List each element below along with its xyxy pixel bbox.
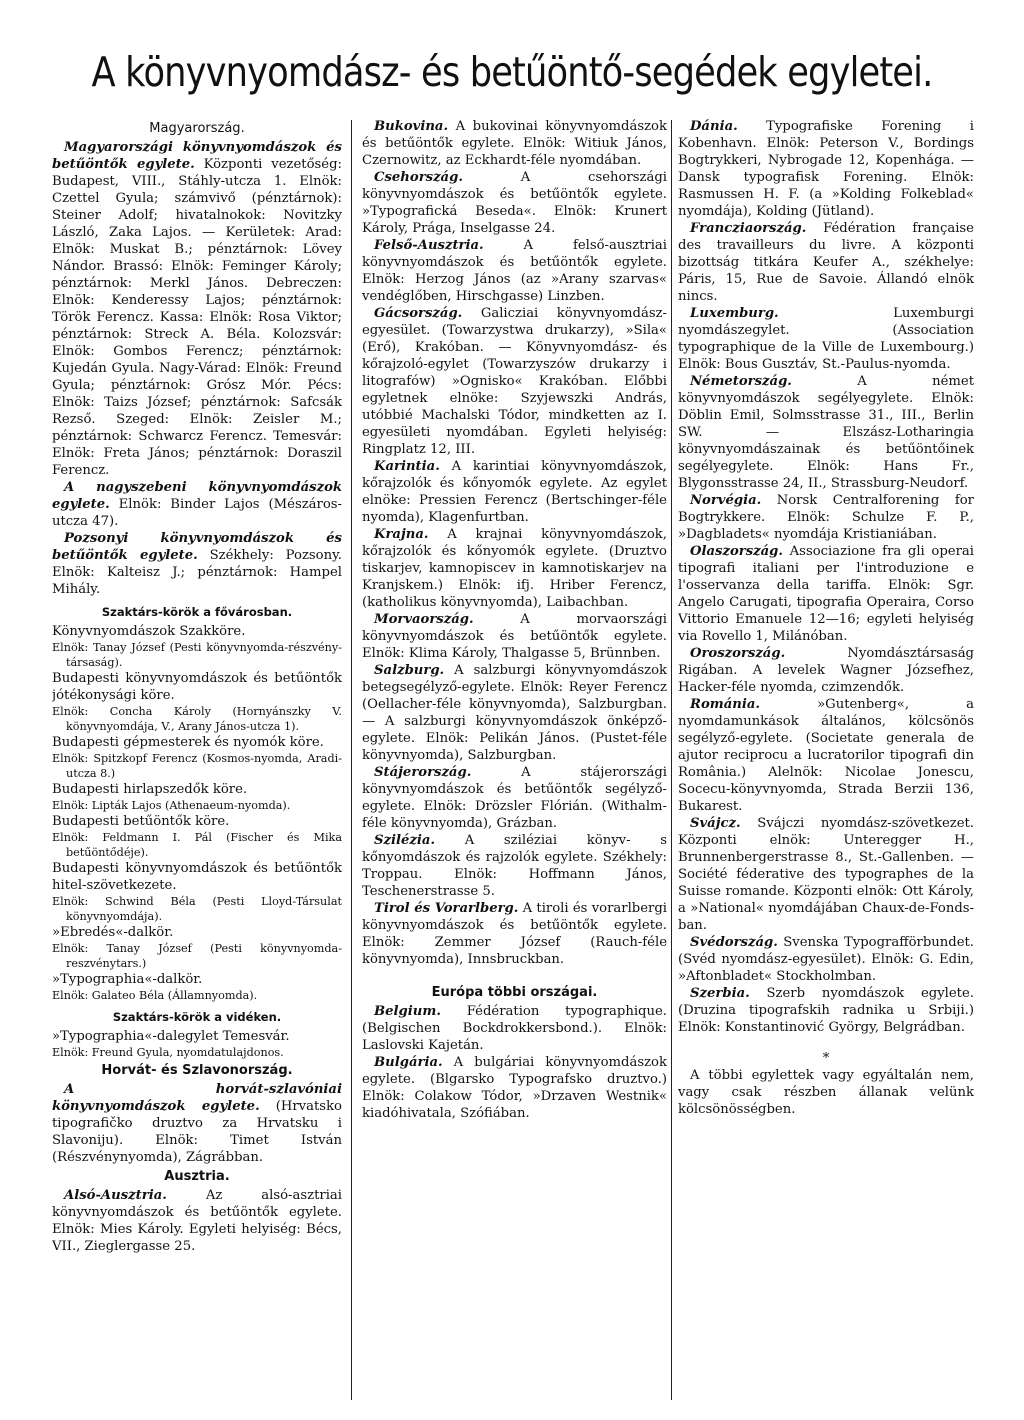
entry-text: A stájerországi könyvnyomdászok és betűöntők segélyző-egylete. Elnök: Drözsler Flórián. (Withalm-féle könyvnyomda), Grázban. xyxy=(362,765,667,831)
entry-label: Gácsország. xyxy=(374,306,463,321)
entry-text: Székhely: Pozsony. Elnök: Kalteisz J.; pénztárnok: Hampel Mihály. xyxy=(52,548,342,597)
entry-text: A német könyvnyomdászok segélyegylete. Elnök: Döblin Emil, Solmsstrasse 31., III., Berlin SW. — Elszász-Lotharingia könyvnyomdászainak és betűöntőinek segélyegylete. Elnök: Hans Fr., Blygonsstrasse 24, II., Strassburg-Neudorf. xyxy=(678,374,974,491)
entry-text: »Gutenberg«, a nyomdamunkások általános, kölcsönös segélyző-egylete. (Societate generala de ajutor reciprocu a lucratorilor tipograﬁ din România.) Alelnök: Nicolae Jonescu, Socecu-könyvnyomda, Strada Berzii 136, Bukarest. xyxy=(678,697,974,814)
paragraph-pozsony xyxy=(52,530,342,598)
entry-text: A bulgáriai könyvnyomdászok egylete. (Blgarsko Typografsko druztvo.) Elnök: Colakow Tódor, »Drzaven Westnik« kiadóhivatala, Szófiában. xyxy=(362,1055,667,1121)
entry-label: Bulgária. xyxy=(374,1055,443,1070)
paragraph-lower-austria xyxy=(52,1187,342,1255)
section-heading-hungary: Magyarország. xyxy=(149,121,245,136)
entry-paragraph xyxy=(362,526,667,611)
org-detail: Elnök: Spitzkopf Ferencz (Kosmos-nyomda, Aradi-utcza 8.) xyxy=(52,752,342,780)
entry-label: Olaszország. xyxy=(690,544,783,559)
org-name: Budapesti hirlapszedők köre. xyxy=(52,782,248,797)
org-name: Budapesti könyvnyomdászok és betűöntők hitel-szövetkezete. xyxy=(52,861,342,893)
entry-text: Fédération typographique. (Belgischen Bockdrokkersbond.). Elnök: Laslovski Kajetán. xyxy=(362,1004,667,1053)
entry-label: Oroszország. xyxy=(690,646,786,661)
subheading-capital-circles: Szaktárs-körök a fővárosban. xyxy=(101,605,293,619)
entry-label: Pozsonyi könyvnyomdászok és betűöntők egylete. xyxy=(52,531,342,563)
star-separator: * xyxy=(822,1051,830,1066)
entries-europe xyxy=(362,1003,667,1122)
entry-text: A morvaországi könyvnyomdászok és betűöntők egylete. Elnök: Klima Károly, Thalgasse 5, Brünnben. xyxy=(362,612,667,661)
org-item xyxy=(52,924,342,971)
entry-paragraph xyxy=(362,900,667,968)
entry-paragraph xyxy=(678,220,974,305)
paragraph-croatia xyxy=(52,1081,342,1166)
entry-paragraph xyxy=(678,305,974,373)
entry-text: Az alsó-asztriai könyvnyomdászok és betűöntők egylete. Elnök: Mies Károly. Egyleti helyiség: Bécs, VII., Zieglergasse 25. xyxy=(52,1188,342,1254)
entry-label: A horvát-szlavóniai könyvnyomdászok egylete. xyxy=(52,1082,342,1114)
entry-paragraph xyxy=(362,611,667,662)
entry-label: Belgium. xyxy=(374,1004,441,1019)
entry-paragraph xyxy=(678,118,974,220)
entry-paragraph xyxy=(362,832,667,900)
entry-paragraph xyxy=(362,662,667,764)
org-item xyxy=(52,623,342,670)
section-heading-europe: Európa többi országai. xyxy=(431,985,598,1000)
org-item xyxy=(52,813,342,860)
org-item xyxy=(52,670,342,734)
org-detail: Elnök: Lipták Lajos (Athenaeum-nyomda). xyxy=(52,799,291,812)
org-name: »Typographia«-dalkör. xyxy=(52,972,203,987)
entries-austrian-crownlands xyxy=(362,118,667,968)
org-detail: Elnök: Concha Károly (Hornyánszky V. könyvnyomdája, V., Arany János-utcza 1). xyxy=(52,705,342,733)
subheading-country-circles: Szaktárs-körök a vidéken. xyxy=(112,1010,282,1024)
entry-label: Svájcz. xyxy=(690,816,741,831)
entry-text: A bukovinai könyvnyomdászok és betűöntők egylete. Elnök: Witiuk János, Czernowitz, az Eckhardt-féle nyomdában. xyxy=(362,119,667,168)
org-detail: Elnök: Galateo Béla (Államnyomda). xyxy=(52,989,258,1002)
entry-label: Németország. xyxy=(690,374,792,389)
entry-paragraph xyxy=(362,458,667,526)
entry-label: Tirol és Vorarlberg. xyxy=(374,901,519,916)
paragraph-nagyszeben xyxy=(52,479,342,530)
entry-label: Krajna. xyxy=(374,527,429,542)
entry-text: Központi vezetőség: Budapest, VIII., Stáhly-utcza 1. Elnök: Czettel Gyula; számvivő (pénztárnok): Steiner Adolf; hivatalnokok: Novitzky László, Zaka Lajos. — Kerületek: Arad: Elnök: Muskat B.; pénztárnok: Lövey Nándor. Brassó: Elnök: Feminger Károly; pénztárnok: Merkl János. Debreczen: Elnök: Kenderessy Lajos; pénztárnok: Török Ferencz. Kassa: Elnök: Rosa Viktor; pénztárnok: Streck A. Béla. Kolozsvár: Elnök: Gombos Ferencz; pénztárnok: Kujedán Gyula. Nagy-Várad: Elnök: Freund Gyula; pénztárnok: Grósz Mór. Pécs: Elnök: Taizs József; pénztárnok: Safcsák Rezső. Szeged: Elnök: Zeisler M.; pénztárnok: Schwarcz Ferencz. Temesvár: Elnök: Freta János; pénztárnok: Doraszil Ferencz. xyxy=(52,157,342,478)
org-item xyxy=(52,734,342,781)
column-divider-1 xyxy=(351,120,352,1400)
entry-text: A csehországi könyvnyomdászok és betűöntők egylete. »Typografická Beseda«. Elnök: Krunert Károly, Prága, Inselgasse 24. xyxy=(362,170,667,236)
org-name: Budapesti betűöntők köre. xyxy=(52,814,230,829)
section-heading-croatia: Horvát- és Szlavonország. xyxy=(101,1063,293,1078)
entry-label: Szilézia. xyxy=(374,833,436,848)
entry-text: A salzburgi könyvnyomdászok betegsegélyző-egylete. Elnök: Reyer Ferencz (Oellacher-féle könyvnyomda), Salzburgban. — A salzburgi könyvnyomdászok önképző-egylete. Elnök: Pelikán János. (Pustet-féle könyvnyomda), Salzburgban. xyxy=(362,663,667,763)
entry-text: A felső-ausztriai könyvnyomdászok és betűöntők egylete. Elnök: Herzog János (az »Arany szarvas« vendéglőben, Hirschgasse) Linzben. xyxy=(362,238,667,304)
entry-label: Stájerország. xyxy=(374,765,472,780)
entry-paragraph xyxy=(678,492,974,543)
entry-label: Morvaország. xyxy=(374,612,474,627)
entry-paragraph xyxy=(678,985,974,1036)
entry-label: Bukovina. xyxy=(374,119,449,134)
page-title: A könyvnyomdász- és betűöntő-segédek egyletei. xyxy=(91,48,933,96)
org-name: »Ebredés«-dalkör. xyxy=(52,925,174,940)
column-1 xyxy=(52,118,342,1408)
entry-paragraph xyxy=(362,118,667,169)
entry-text: Luxemburgi nyomdászegylet. (Association typographique de la Ville de Luxembourg.) Elnök: Bous Gusztáv, St.-Paulus-nyomda. xyxy=(678,306,974,372)
entry-paragraph xyxy=(678,645,974,696)
org-item xyxy=(52,860,342,924)
entry-label: Románia. xyxy=(690,697,760,712)
entry-paragraph xyxy=(678,543,974,645)
org-name: Könyvnyomdászok Szakköre. xyxy=(52,624,246,639)
paragraph-hungary-main xyxy=(52,139,342,479)
entry-label: Magyarországi könyvnyomdászok és betűöntők egylete. xyxy=(52,140,342,172)
org-detail: Elnök: Feldmann I. Pál (Fischer és Mika betűöntődéje). xyxy=(52,831,342,859)
entry-label: Francziaország. xyxy=(690,221,807,236)
entry-label: A nagyszebeni könyvnyomdászok egylete. xyxy=(52,480,342,512)
org-name: »Typographia«-dalegylet Temesvár. xyxy=(52,1029,290,1044)
org-name: Budapesti könyvnyomdászok és betűöntők jótékonysági köre. xyxy=(52,671,342,703)
entry-text: A karintiai könyvnyomdászok, kőrajzolók és kőnyomók egylete. Az egylet elnöke: Pressien Ferencz (Bertschinger-féle nyomda), Klagenfurtban. xyxy=(362,459,667,525)
entry-text: Norsk Centralforening for Bogtrykkere. Elnök: Schulze F. P., »Dagbladets« nyomdája Kristianiában. xyxy=(678,493,974,542)
entry-paragraph xyxy=(362,764,667,832)
entry-text: Nyomdásztársaság Rigában. A levelek Wagner Józsefhez, Hacker-féle nyomda, czimzendők. xyxy=(678,646,974,695)
entry-paragraph xyxy=(678,373,974,492)
entry-label: Norvégia. xyxy=(690,493,762,508)
entry-label: Luxemburg. xyxy=(690,306,779,321)
entry-text: A sziléziai könyv- s kőnyomdászok és rajzolók egylete. Székhely: Troppau. Elnök: Hoffmann János, Teschenerstrasse 5. xyxy=(362,833,667,899)
entry-paragraph xyxy=(362,237,667,305)
entry-label: Dánia. xyxy=(690,119,738,134)
entry-paragraph xyxy=(362,1003,667,1054)
org-detail: Elnök: Freund Gyula, nyomdatulajdonos. xyxy=(52,1046,284,1059)
entry-paragraph xyxy=(362,1054,667,1122)
entry-label: Felső-Ausztria. xyxy=(374,238,484,253)
entry-label: Svédország. xyxy=(690,935,778,950)
org-item xyxy=(52,781,342,813)
entry-paragraph xyxy=(678,934,974,985)
column-3 xyxy=(678,118,974,1408)
org-detail: Elnök: Tanay József (Pesti könyvnyomda-reszvénytars.) xyxy=(52,942,342,970)
entry-text: Szerb nyomdászok egylete. (Druzina tipografskih radnika u Srbiji.) Elnök: Konstantinović György, Belgrádban. xyxy=(678,986,974,1035)
entry-label: Szerbia. xyxy=(690,986,750,1001)
entry-text: Galicziai könyvnyomdász-egyesület. (Towarzystwa drukarzy), »Sila« (Erő), Krakóban. — Könyvnyomdász- és kőrajzoló-egylet (Towarzyszów drukarzy i litografów) »Ognisko« Krakóban. Előbbi egyletnek elnöke: Szyjewszki András, utóbbié Machalski Tódor, mindketten az I. egyesületi nyomdában. Egyleti helyiség: Ringplatz 12, III. xyxy=(362,306,667,457)
entry-text: Typografiske Forening i Kobenhavn. Elnök: Peterson V., Bordings Bogtrykkeri, Nybrogade 12, Kopenhága. — Dansk typografisk Forening. Elnök: Rasmussen H. F. (a »Kolding Folkeblad« nyomdája), Kolding (Jütland). xyxy=(678,119,974,219)
column-divider-2 xyxy=(671,120,672,1400)
org-detail: Elnök: Schwind Béla (Pesti Lloyd-Társulat könyvnyomdája). xyxy=(52,895,342,923)
entry-label: Karintia. xyxy=(374,459,440,474)
entry-text: A tiroli és vorarlbergi könyvnyomdászok és betűöntők egylete. Elnök: Zemmer József (Rauch-féle könyvnyomda), Innsbruckban. xyxy=(362,901,667,967)
entry-text: Elnök: Binder Lajos (Mészáros-utcza 47). xyxy=(52,497,342,529)
entry-text: A krajnai könyvnyomdászok, kőrajzolók és kőnyomók egylete. (Druztvo tiskarjev, kamnopiscev in kamnotiskarjev na Kranjskem.) Elnök: ifj. Hriber Ferencz, (katholikus könyvnyomda), Laibachban. xyxy=(362,527,667,610)
section-heading-austria: Ausztria. xyxy=(164,1169,230,1184)
closing-note: A többi egylettek vagy egyáltalán nem, vagy csak részben állanak velünk kölcsönösségben. xyxy=(678,1068,974,1117)
column-2 xyxy=(362,118,667,1408)
entry-text: Fédération française des travailleurs du livre. A központi bizottság titkára Keufer A., székhelye: Páris, 15, Rue de Savoie. Állandó elnök nincs. xyxy=(678,221,974,304)
entry-label: Csehország. xyxy=(374,170,463,185)
entry-label: Alsó-Ausztria. xyxy=(64,1188,167,1203)
entry-text: Svájczi nyomdász-szövetkezet. Központi elnök: Unteregger H., Brunnenbergerstrasse 8., St.-Gallenben. — Société féderative des typographes de la Suisse romande. Központi elnök: Ott Károly, a »National« nyomdájában Chaux-de-Fonds-ban. xyxy=(678,816,974,933)
entry-paragraph xyxy=(362,169,667,237)
org-item xyxy=(52,971,342,1003)
entry-text: Svenska Typografförbundet. (Svéd nyomdász-egyesület). Elnök: G. Edin, »Aftonbladet« Stockholmban. xyxy=(678,935,974,984)
entry-paragraph xyxy=(678,815,974,934)
entries-foreign xyxy=(678,118,974,1036)
org-item xyxy=(52,1028,342,1060)
entry-text: Associazione fra gli operai tipografi italiani per l'introduzione e l'osservanza della tariffa. Elnök: Sgr. Angelo Carugati, tipografia Operaira, Corso Vittorio Emanuele 12—16; egyleti helyiség via Rovello 1, Milánóban. xyxy=(678,544,974,644)
entry-text: (Hrvatsko tipografičko druztvo za Hrvatsku i Slavoniju). Elnök: Timet István (Részvénynyomda), Zágrábban. xyxy=(52,1099,342,1165)
entry-paragraph xyxy=(678,696,974,815)
entry-paragraph xyxy=(362,305,667,458)
entry-label: Salzburg. xyxy=(374,663,445,678)
org-name: Budapesti gépmesterek és nyomók köre. xyxy=(52,735,324,750)
org-detail: Elnök: Tanay József (Pesti könyvnyomda-részvény-társaság). xyxy=(52,641,342,669)
